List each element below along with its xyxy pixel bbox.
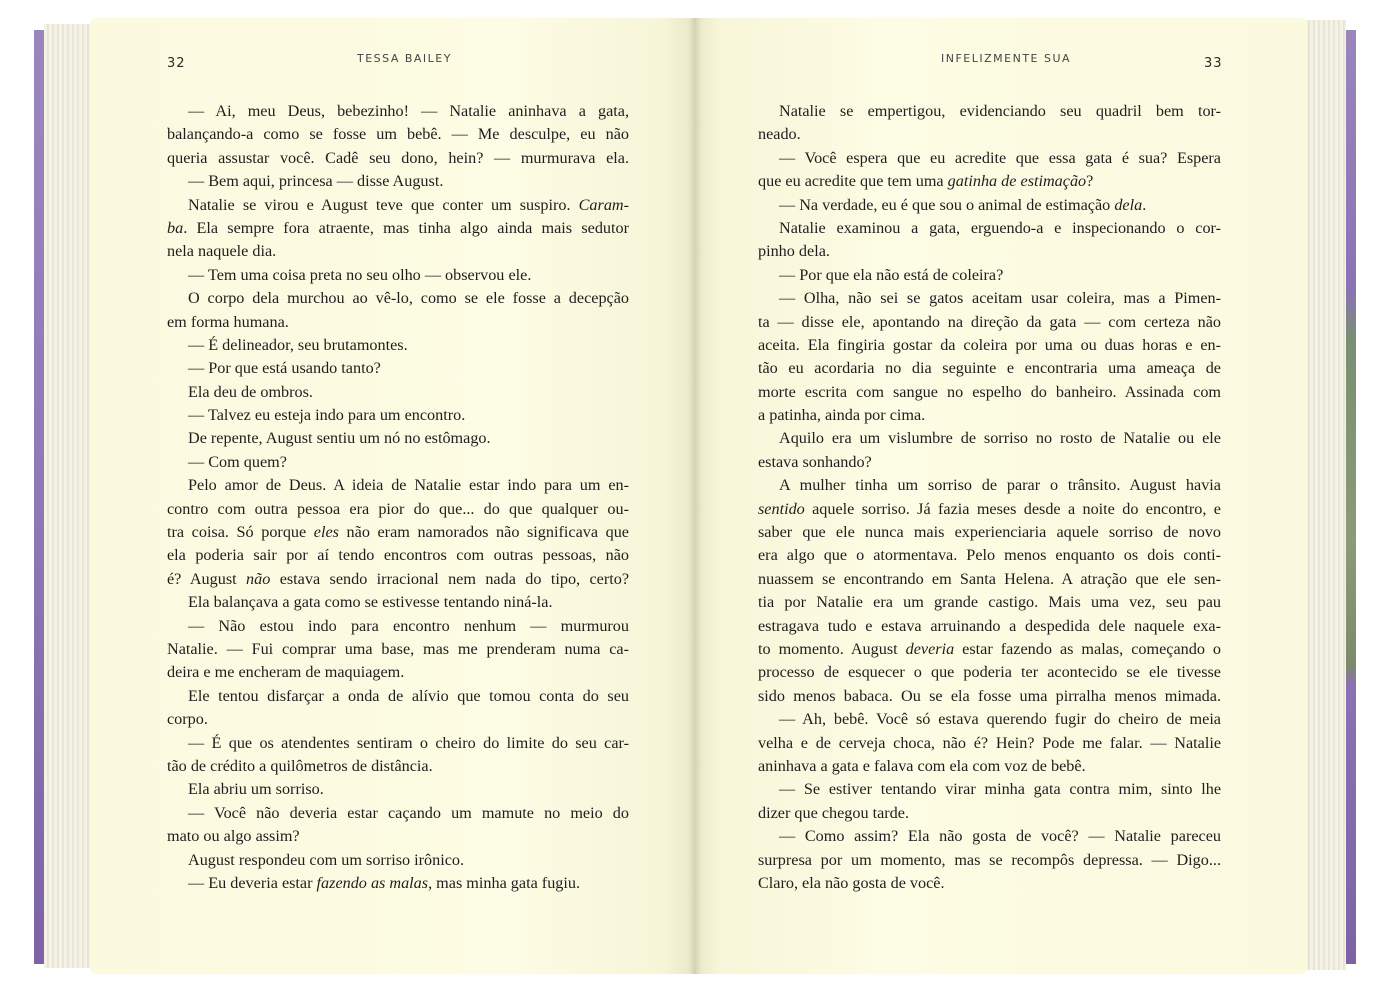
text-line <box>167 591 629 614</box>
text-run: — Na verdade, eu é que sou o animal de estimação <box>779 195 1115 214</box>
page-stack-left <box>44 24 94 968</box>
text-line <box>167 381 629 404</box>
text-line <box>167 708 629 731</box>
text-run: estava sendo irracional nem nada do tipo, certo? <box>270 569 629 588</box>
text-run: — Talvez eu esteja indo para um encontro. <box>188 406 466 425</box>
text-line <box>167 311 629 334</box>
text-line <box>167 217 629 240</box>
text-line <box>758 661 1221 684</box>
text-run: aquele sorriso. Já fazia meses desde a noite do encontro, e <box>804 499 1221 518</box>
text-run: dizer que chegou tarde. <box>758 803 910 822</box>
text-run: é? August <box>167 569 247 588</box>
text-run: O corpo dela murchou ao vê-lo, como se ele fosse a decepção <box>188 289 629 308</box>
text-run: sido menos babaca. Ou se ela fosse uma pirralha menos mimada. <box>758 686 1221 705</box>
text-line <box>167 170 629 193</box>
text-line <box>167 357 629 380</box>
text-line <box>167 568 629 591</box>
text-run: não eram namorados não significava que <box>338 523 629 542</box>
text-run: queria assustar você. Cadê seu dono, hein? — murmurava ela. <box>167 148 629 167</box>
text-run: morte escrita com sangue no espelho do banheiro. Assinada com <box>758 382 1221 401</box>
text-line <box>167 404 629 427</box>
text-run: — Por que ela não está de coleira? <box>779 265 1004 284</box>
text-line <box>758 147 1221 170</box>
text-run: — Você não deveria estar caçando um mamute no meio do <box>188 803 629 822</box>
text-run: estar fazendo as malas, começando o <box>954 639 1221 658</box>
italic-run: deveria <box>905 639 955 658</box>
italic-run: fazendo as malas <box>316 873 429 892</box>
text-run: nela naquele dia. <box>167 242 277 261</box>
text-run: Natalie examinou a gata, erguendo-a e inspecionando o cor- <box>779 218 1221 237</box>
text-line <box>167 498 629 521</box>
text-run: — Por que está usando tanto? <box>188 359 381 378</box>
text-run: Ela abriu um sorriso. <box>188 780 324 799</box>
text-run: ela poderia sair por aí tendo encontros com outras pessoas, não <box>167 546 629 565</box>
italic-run: sentido <box>758 499 805 518</box>
text-line <box>167 802 629 825</box>
text-line <box>167 732 629 755</box>
text-run: — Com quem? <box>188 452 287 471</box>
text-run: — Ai, meu Deus, bebezinho! — Natalie aninhava a gata, <box>188 102 629 120</box>
text-line <box>167 638 629 661</box>
text-line <box>758 708 1221 731</box>
text-line <box>167 521 629 544</box>
text-run: corpo. <box>167 710 208 729</box>
text-run: estava sonhando? <box>758 452 872 471</box>
text-line <box>758 825 1221 848</box>
text-line <box>758 544 1221 567</box>
text-run: neado. <box>758 125 801 144</box>
text-run: — É delineador, seu brutamontes. <box>188 335 408 354</box>
text-run: August respondeu com um sorriso irônico. <box>188 850 465 869</box>
text-line <box>758 264 1221 287</box>
text-line <box>167 825 629 848</box>
text-run: deira e me encheram de maquiagem. <box>167 663 405 682</box>
text-line <box>758 568 1221 591</box>
text-run: , mas minha gata fugiu. <box>428 873 581 892</box>
text-run: mato ou algo assim? <box>167 827 300 846</box>
left-running-head: TESSA BAILEY <box>357 52 452 65</box>
italic-run: dela <box>1114 195 1143 214</box>
text-line <box>167 194 629 217</box>
text-run: nuassem se encontrando em Santa Helena. A atração que ele sen- <box>758 569 1221 588</box>
text-run: processo de esquecer o que poderia ter acontecido se ele tivesse <box>758 663 1221 682</box>
text-run: saber que ele nunca mais experienciaria aquele sorriso de novo <box>758 523 1221 542</box>
text-line <box>167 685 629 708</box>
text-run: aninhava a gata e falava com ela com voz de bebê. <box>758 756 1086 775</box>
text-line <box>758 357 1221 380</box>
italic-run: gatinha de estimação <box>947 172 1087 191</box>
text-line <box>758 685 1221 708</box>
italic-run: eles <box>313 523 339 542</box>
text-line <box>758 311 1221 334</box>
text-run: — Você espera que eu acredite que essa gata é sua? Espera <box>779 148 1221 167</box>
text-run: Natalie se empertigou, evidenciando seu quadril bem tor- <box>779 102 1221 120</box>
italic-run: Caram- <box>578 195 629 214</box>
text-run: — É que os atendentes sentiram o cheiro do limite do seu car- <box>188 733 629 752</box>
text-line <box>758 755 1221 778</box>
text-run: estragava tudo e estava arruinando a despedida dele naquele exa- <box>758 616 1221 635</box>
text-line <box>758 217 1221 240</box>
text-run: surpresa por um momento, mas se recompôs depressa. — Digo... <box>758 850 1221 869</box>
text-line <box>167 427 629 450</box>
text-line <box>758 100 1221 123</box>
text-line <box>167 264 629 287</box>
right-page-number: 33 <box>1204 56 1223 71</box>
text-line <box>758 498 1221 521</box>
text-line <box>167 872 629 895</box>
text-line <box>758 334 1221 357</box>
text-line <box>758 474 1221 497</box>
text-run: tão de crédito a quilômetros de distância. <box>167 756 433 775</box>
text-run: ta — disse ele, apontando na direção da gata — com certeza não <box>758 312 1221 331</box>
text-run: — Se estiver tentando virar minha gata contra mim, sinto lhe <box>779 780 1221 799</box>
text-run: era algo que o atormentava. Pelo menos enquanto os dois conti- <box>758 546 1221 565</box>
text-run: A mulher tinha um sorriso de parar o trânsito. August havia <box>779 476 1221 495</box>
text-line <box>758 194 1221 217</box>
text-run: Pelo amor de Deus. A ideia de Natalie estar indo para um en- <box>188 476 629 495</box>
italic-run: ba <box>167 218 184 237</box>
text-line <box>758 381 1221 404</box>
text-line <box>167 615 629 638</box>
text-line <box>758 451 1221 474</box>
text-line <box>758 240 1221 263</box>
text-run: De repente, August sentiu um nó no estômago. <box>188 429 491 448</box>
italic-run: não <box>246 569 271 588</box>
text-run: Claro, ela não gosta de você. <box>758 873 945 892</box>
text-line <box>167 123 629 146</box>
text-run: — Bem aqui, princesa — disse August. <box>188 172 444 191</box>
text-line <box>758 170 1221 193</box>
text-line <box>167 849 629 872</box>
text-run: Ele tentou disfarçar a onda de alívio que tomou conta do seu <box>188 686 629 705</box>
text-run: tão eu acordaria no dia seguinte e encontraria uma ameaça de <box>758 359 1221 378</box>
text-run: Aquilo era um vislumbre de sorriso no rosto de Natalie ou ele <box>779 429 1221 448</box>
text-run: to momento. August <box>758 639 906 658</box>
text-run: tra coisa. Só porque <box>167 523 314 542</box>
text-line <box>758 521 1221 544</box>
text-run: — Olha, não sei se gatos aceitam usar coleira, mas a Pimen- <box>779 289 1221 308</box>
text-run: velha e de cerveja choca, não é? Hein? Pode me falar. — Natalie <box>758 733 1221 752</box>
text-run: tia por Natalie era um grande castigo. Mais uma vez, seu pau <box>758 593 1221 612</box>
text-line <box>167 544 629 567</box>
text-run: aceita. Ela fingiria gostar da coleira por uma ou duas horas e en- <box>758 335 1221 354</box>
text-run: — Não estou indo para encontro nenhum — murmurou <box>188 616 629 635</box>
text-line <box>758 123 1221 146</box>
left-page-number: 32 <box>167 56 186 71</box>
right-running-head: INFELIZMENTE SUA <box>941 52 1072 65</box>
text-run: Ela balançava a gata como se estivesse tentando niná-la. <box>188 593 553 612</box>
book-gutter <box>688 18 702 974</box>
text-run: Ela deu de ombros. <box>188 382 313 401</box>
text-run: pinho dela. <box>758 242 830 261</box>
text-run: — Ah, bebê. Você só estava querendo fugir do cheiro de meia <box>779 710 1221 729</box>
left-page-text <box>167 100 629 895</box>
text-run: — Tem uma coisa preta no seu olho — observou ele. <box>188 265 532 284</box>
text-line <box>167 240 629 263</box>
text-line <box>167 755 629 778</box>
text-line <box>758 615 1221 638</box>
text-run: . Ela sempre fora atraente, mas tinha algo ainda mais sedutor <box>183 218 629 237</box>
text-line <box>167 778 629 801</box>
text-line <box>167 100 629 123</box>
book-edge-left <box>34 30 44 964</box>
text-run: a patinha, ainda por cima. <box>758 406 926 425</box>
text-line <box>167 474 629 497</box>
text-run: que eu acredite que tem uma <box>758 172 948 191</box>
text-line <box>758 802 1221 825</box>
text-line <box>167 334 629 357</box>
text-run: Natalie. — Fui comprar uma base, mas me prenderam numa ca- <box>167 639 629 658</box>
text-line <box>167 287 629 310</box>
text-line <box>758 638 1221 661</box>
text-line <box>167 451 629 474</box>
text-run: em forma humana. <box>167 312 289 331</box>
text-run: — Como assim? Ela não gosta de você? — Natalie pareceu <box>779 827 1221 846</box>
text-line <box>758 872 1221 895</box>
text-line <box>758 404 1221 427</box>
text-line <box>758 778 1221 801</box>
text-line <box>758 849 1221 872</box>
text-line <box>167 147 629 170</box>
text-run: Natalie se virou e August teve que conter um suspiro. <box>188 195 579 214</box>
text-line <box>758 591 1221 614</box>
right-page-text <box>758 100 1221 895</box>
book-edge-right <box>1346 30 1356 964</box>
text-run: balançando-a como se fosse um bebê. — Me desculpe, eu não <box>167 125 629 144</box>
text-run: contro com outra pessoa era pior do que... do que qualquer ou- <box>167 499 629 518</box>
text-run: ? <box>1086 172 1094 191</box>
text-run: — Eu deveria estar <box>188 873 317 892</box>
text-line <box>758 732 1221 755</box>
text-run: . <box>1142 195 1147 214</box>
text-line <box>758 427 1221 450</box>
text-line <box>758 287 1221 310</box>
text-line <box>167 661 629 684</box>
